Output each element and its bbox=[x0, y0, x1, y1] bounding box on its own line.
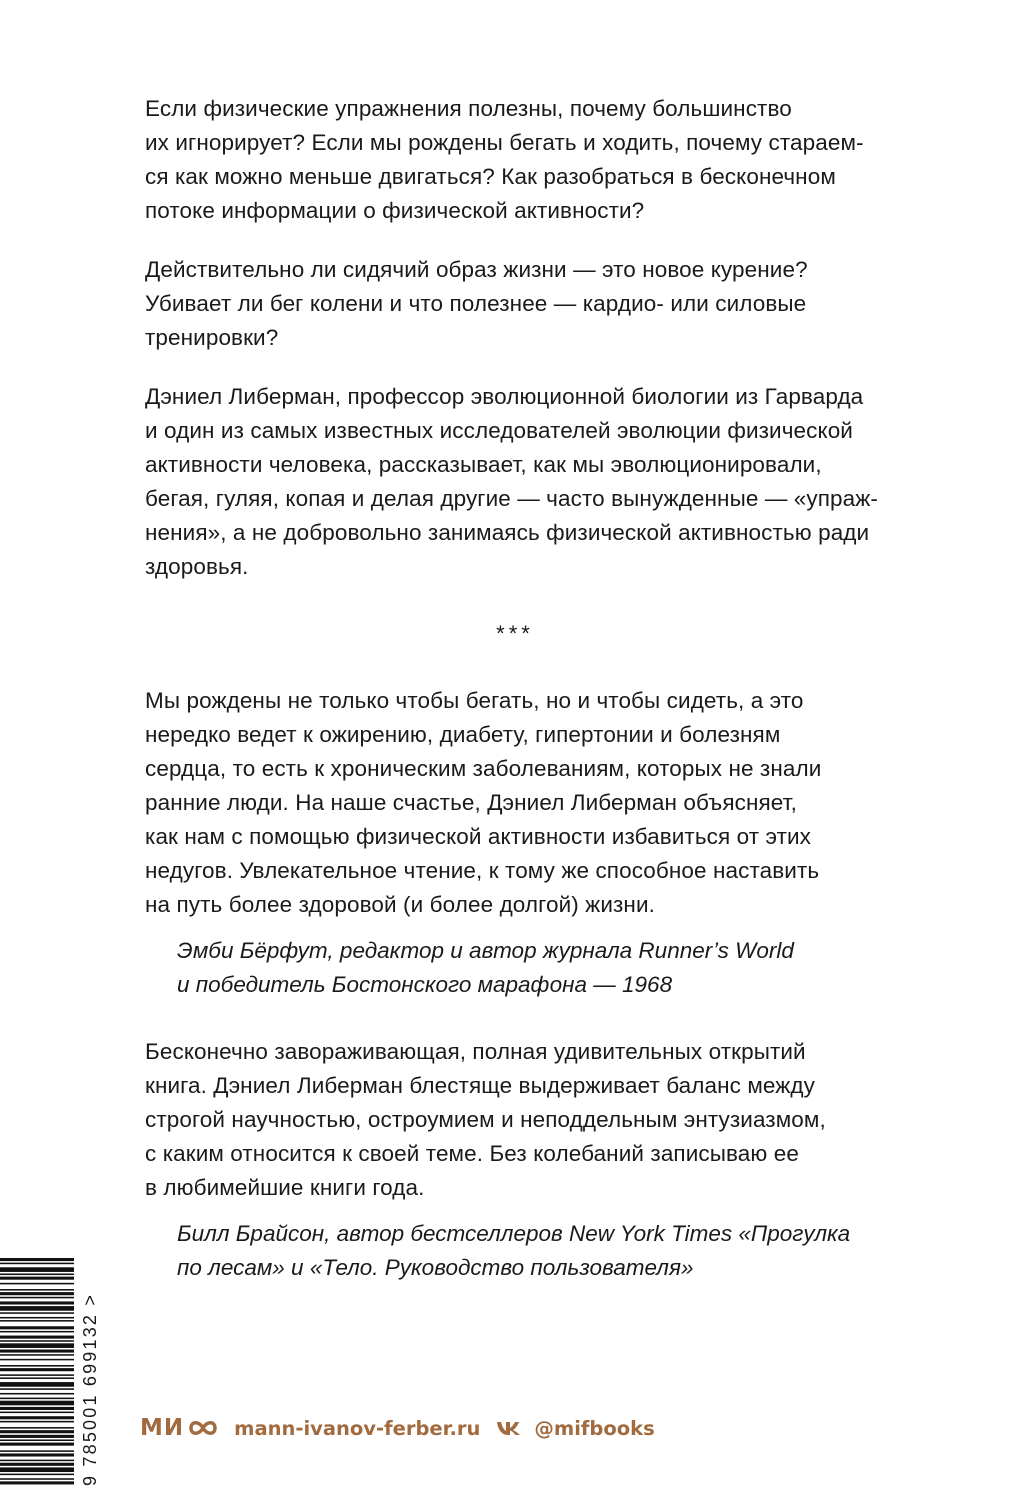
text-line: на путь более здоровой (и более долгой) жизни. bbox=[145, 892, 655, 917]
review-2-attribution bbox=[145, 1217, 905, 1285]
barcode-bar bbox=[0, 1374, 74, 1376]
barcode-bar bbox=[0, 1274, 74, 1276]
barcode-bar bbox=[0, 1343, 74, 1348]
barcode-bar bbox=[0, 1336, 74, 1339]
text-line: потоке информации о физической активности? bbox=[145, 198, 645, 223]
barcode-bar bbox=[0, 1317, 74, 1319]
paragraph-2 bbox=[145, 253, 905, 355]
text-line: Действительно ли сидячий образ жизни — это новое курение? bbox=[145, 257, 808, 282]
text-line: Если физические упражнения полезны, почему большинство bbox=[145, 96, 792, 121]
barcode-bar bbox=[0, 1398, 74, 1400]
barcode-bar bbox=[0, 1326, 74, 1329]
text-line: недугов. Увлекательное чтение, к тому же способное наставить bbox=[145, 858, 820, 883]
barcode-bar bbox=[0, 1481, 74, 1484]
text-line: строгой научностью, остроумием и неподдельным энтузиазмом, bbox=[145, 1107, 826, 1132]
barcode-bar bbox=[0, 1416, 74, 1419]
barcode-bar bbox=[0, 1258, 74, 1261]
barcode-bar bbox=[0, 1377, 74, 1379]
text-line: нередко ведет к ожирению, диабету, гипертонии и болезням bbox=[145, 722, 781, 747]
barcode-bar bbox=[0, 1412, 74, 1414]
barcode-bar bbox=[0, 1277, 74, 1280]
barcode-bar bbox=[0, 1478, 74, 1480]
barcode-bar bbox=[0, 1463, 74, 1466]
barcode-bar bbox=[0, 1331, 74, 1333]
barcode-bar bbox=[0, 1283, 74, 1285]
text-line: книга. Дэниел Либерман блестяще выдерживает баланс между bbox=[145, 1073, 816, 1098]
barcode-bar bbox=[0, 1359, 74, 1361]
barcode-bar bbox=[0, 1301, 74, 1304]
text-line: и победитель Бостонского марафона — 1968 bbox=[177, 972, 673, 997]
text-line: ранние люди. На наше счастье, Дэниел Либерман объясняет, bbox=[145, 790, 797, 815]
infinity-icon bbox=[186, 1417, 220, 1439]
barcode-bar bbox=[0, 1312, 74, 1314]
text-line: нения», а не добровольно занимаясь физической активностью ради bbox=[145, 520, 870, 545]
barcode-bar bbox=[0, 1263, 74, 1265]
barcode-bar bbox=[0, 1354, 74, 1356]
text-line: тренировки? bbox=[145, 325, 279, 350]
text-line: Бесконечно завораживающая, полная удивительных открытий bbox=[145, 1039, 806, 1064]
barcode-bar bbox=[0, 1453, 74, 1456]
barcode-bar bbox=[0, 1292, 74, 1295]
publisher-logo bbox=[140, 1415, 220, 1441]
text-line: в любимейшие книги года. bbox=[145, 1175, 425, 1200]
barcode-bar bbox=[0, 1289, 74, 1291]
text-line: и один из самых известных исследователей эволюции физической bbox=[145, 418, 853, 443]
vk-icon[interactable] bbox=[496, 1420, 522, 1436]
barcode-bar bbox=[0, 1443, 74, 1446]
text-line: ся как можно меньше двигаться? Как разобраться в бесконечном bbox=[145, 164, 836, 189]
paragraph-1 bbox=[145, 92, 905, 228]
barcode-bar bbox=[0, 1393, 74, 1395]
barcode-bar bbox=[0, 1421, 74, 1423]
barcode-bar bbox=[0, 1388, 74, 1390]
text-line: здоровья. bbox=[145, 554, 249, 579]
barcode-bar bbox=[0, 1450, 74, 1452]
text-line: сердца, то есть к хроническим заболеваниям, которых не знали bbox=[145, 756, 822, 781]
barcode-icon bbox=[0, 1258, 74, 1486]
barcode-bar bbox=[0, 1430, 74, 1433]
barcode-bar bbox=[0, 1407, 74, 1410]
barcode-bar bbox=[0, 1365, 74, 1367]
barcode-bar bbox=[0, 1435, 74, 1438]
text-line: их игнорирует? Если мы рождены бегать и ходить, почему стараем- bbox=[145, 130, 864, 155]
barcode-bar bbox=[0, 1306, 74, 1311]
review-1-attribution bbox=[145, 934, 905, 1002]
text-line: активности человека, рассказывает, как мы эволюционировали, bbox=[145, 452, 822, 477]
barcode-bar bbox=[0, 1401, 74, 1406]
barcode-bar bbox=[0, 1427, 74, 1429]
barcode-bar bbox=[0, 1368, 74, 1371]
text-line: Билл Брайсон, автор бестселлеров New York Times «Прогулка bbox=[177, 1221, 851, 1246]
publisher-footer bbox=[140, 1410, 655, 1446]
website-link[interactable]: mann-ivanov-ferber.ru bbox=[234, 1416, 481, 1440]
barcode-bar bbox=[0, 1467, 74, 1472]
barcode-bar bbox=[0, 1320, 74, 1322]
section-separator: *** bbox=[496, 621, 534, 646]
text-line: Эмби Бёрфут, редактор и автор журнала Runner’s World bbox=[177, 938, 794, 963]
barcode-bar bbox=[0, 1439, 74, 1441]
back-cover-text bbox=[145, 92, 905, 1285]
text-line: Мы рождены не только чтобы бегать, но и чтобы сидеть, а это bbox=[145, 688, 804, 713]
text-line: бегая, гуляя, копая и делая другие — часто вынужденные — «упраж- bbox=[145, 486, 878, 511]
text-line: как нам с помощью физической активности избавиться от этих bbox=[145, 824, 812, 849]
barcode-bar bbox=[0, 1267, 74, 1272]
review-2-text bbox=[145, 1035, 905, 1205]
barcode-bar bbox=[0, 1382, 74, 1387]
isbn-digits: 9 785001 699132 > bbox=[80, 1292, 100, 1486]
logo-text: МИ bbox=[140, 1415, 185, 1441]
barcode-bar bbox=[0, 1474, 74, 1476]
paragraph-3 bbox=[145, 380, 905, 584]
text-line: Убивает ли бег колени и что полезнее — кардио- или силовые bbox=[145, 291, 807, 316]
barcode-bar bbox=[0, 1350, 74, 1353]
review-1-text bbox=[145, 684, 905, 922]
text-line: с каким относится к своей теме. Без колебаний записываю ее bbox=[145, 1141, 799, 1166]
barcode-bar bbox=[0, 1297, 74, 1299]
barcode-bar bbox=[0, 1460, 74, 1462]
social-handle[interactable]: @mifbooks bbox=[534, 1416, 655, 1440]
barcode-bar bbox=[0, 1340, 74, 1342]
text-line: по лесам» и «Тело. Руководство пользователя» bbox=[177, 1255, 694, 1280]
text-line: Дэниел Либерман, профессор эволюционной биологии из Гарварда bbox=[145, 384, 864, 409]
